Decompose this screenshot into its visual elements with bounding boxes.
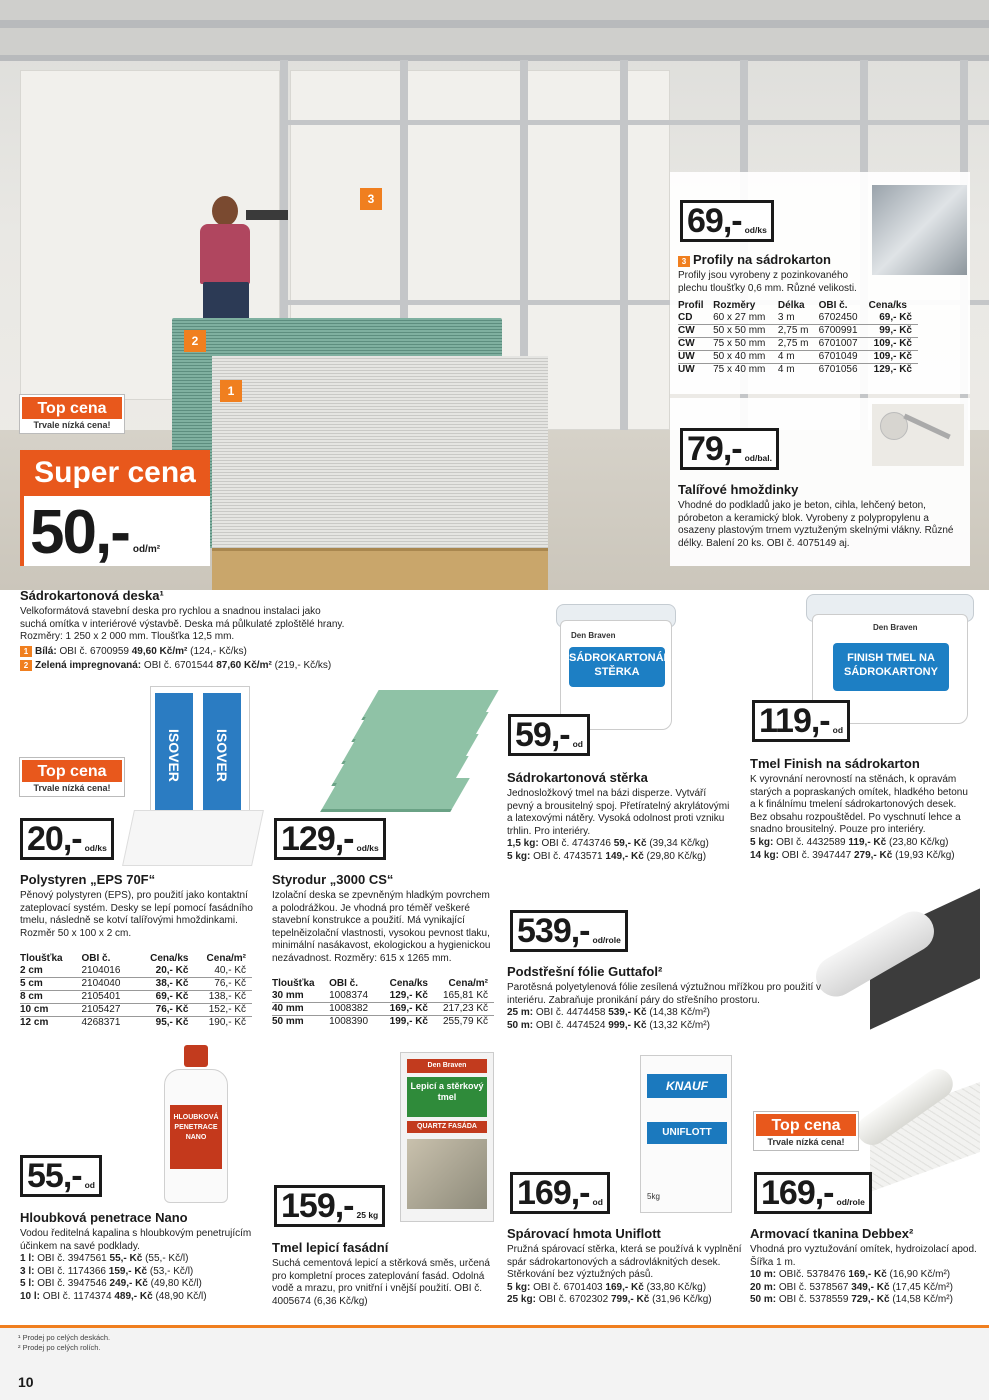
price-value: 119,- [759,702,830,740]
worker [212,196,238,226]
folie-title: Podstřešní fólie Guttafol² [507,964,663,979]
sterka-line-1: 1,5 kg: OBI č. 4743746 59,- Kč (39,34 Kč/kg) [507,838,709,850]
sterka-price [508,714,590,756]
table-row: 5 cm 2104040 38,- Kč 76,- Kč [20,978,252,991]
finish-info [750,756,975,862]
price-unit: 25 kg [356,1210,379,1220]
col-header: Cena/ks [868,300,907,311]
profily-info [678,252,878,295]
price-value: 50,- [30,498,129,567]
price-value: 159,- [281,1187,354,1225]
sterka-desc: Jednosložkový tmel na bázi disperze. Vytváří pevný a brousitelný spoj. Přetíratelný akrylátovými a latexovými nátěry. Vysoká odolnost proti vzniku trhlin. Pro interiéry. [507,788,730,837]
finish-line-1: 5 kg: OBI č. 4432589 119,- Kč (23,80 Kč/kg) [750,836,949,848]
ceiling [0,0,989,60]
col-header: Cena/ks [389,978,428,989]
uniflott-desc: Pružná spárovací stěrka, která se používá k vyplnění spár sádrokartonových a sádrovláknitých desek. Stěrkování bez výztužných pásů. [507,1244,742,1281]
col-header: Cena/m² [206,953,246,964]
penetrace-line: 10 l: OBI č. 1174374 489,- Kč (48,90 Kč/l) [20,1290,207,1302]
bucket-label: SÁDROKARTONÁŘSKÁ STĚRKA [569,647,665,687]
bucket-label: FINISH TMEL NA SÁDROKARTONY [833,643,949,691]
white-board-stack [212,356,548,556]
footnote: ¹ Prodej po celých deskách. [18,1333,111,1342]
anchor-image [872,404,964,466]
debbex-line: 20 m: OBI č. 5378567 349,- Kč (17,45 Kč/m²) [750,1281,953,1293]
uniflott-title: Spárovací hmota Uniflott [507,1226,661,1241]
uniflott-line-2: 25 kg: OBI č. 6702302 799,- Kč (31,96 Kč/kg) [507,1294,712,1306]
penetrace-bottle-image [160,1045,232,1205]
penetrace-title: Hloubková penetrace Nano [20,1210,188,1225]
price-value: 539,- [517,912,590,950]
debbex-price [754,1172,872,1214]
folie-price [510,910,628,952]
deska-info [20,588,350,673]
polystyren-table [20,953,252,1029]
bag-label: Lepicí a stěrkový tmel [407,1077,487,1117]
tag-badge: 3 [678,256,690,267]
table-row: 30 mm 1008374 129,- Kč 165,81 Kč [272,990,494,1003]
profily-price [680,200,774,242]
penetrace-line: 5 l: OBI č. 3947546 249,- Kč (49,80 Kč/l) [20,1278,202,1290]
table-row: UW 75 x 40 mm 4 m 6701056 129,- Kč [678,364,912,375]
col-header: Rozměry [713,300,756,311]
hmozdinky-info [678,482,963,550]
debbex-line: 50 m: OBI č. 5378559 729,- Kč (14,58 Kč/m²) [750,1294,953,1306]
col-header: Cena/ks [150,953,189,964]
debbex-line: 10 m: OBIč. 5378476 169,- Kč (16,90 Kč/m²) [750,1269,951,1281]
top-cena-subtitle: Trvale nízká cena! [22,782,122,795]
deska-line-1: 1 Bílá: OBI č. 6700959 49,60 Kč/m² (124,- Kč/ks) [20,646,350,659]
styrodur-title: Styrodur „3000 CS“ [272,872,394,887]
finish-line-2: 14 kg: OBI č. 3947447 279,- Kč (19,93 Kč/kg) [750,849,955,861]
price-value: 55,- [27,1157,82,1195]
pack-label: ISOVER [155,693,193,817]
fasadni-title: Tmel lepicí fasádní [272,1240,389,1255]
pack-label: ISOVER [203,693,241,817]
styrodur-desc: Izolační deska se zpevněným hladkým povrchem a polodrážkou. Je vhodná pro téměř veškeré stavební konstrukce a použití. Má vynikající tepelněizolační vlastnosti, vysokou pevnost tlaku, minimální nasákavost, ekologickou a hygienickou nezávadnost. Rozměry: 615 x 1265 mm. [272,890,491,964]
table-row: CD 60 x 27 mm 3 m 6702450 69,- Kč [678,312,918,325]
price-value: 169,- [761,1174,834,1212]
polystyren-title: Polystyren „EPS 70F“ [20,872,156,887]
foil-roll-image [800,904,980,1014]
table-row: 2 cm 2104016 20,- Kč 40,- Kč [20,965,252,978]
fasadni-bag-image [400,1052,494,1222]
debbex-roll-image [840,1062,980,1172]
penetrace-info [20,1210,260,1304]
price-unit: od [572,739,583,749]
price-unit: od/role [836,1197,865,1207]
hmozdinky-price [680,428,779,470]
uniflott-line-1: 5 kg: OBI č. 6701403 169,- Kč (33,80 Kč/kg) [507,1281,707,1293]
table-row: 10 cm 2105427 76,- Kč 152,- Kč [20,1004,252,1017]
price-unit: od [592,1197,603,1207]
finish-price [752,700,850,742]
top-cena-badge [754,1112,858,1150]
debbex-desc: Vhodná pro vyztužování omítek, hydroizolací apod. Šířka 1 m. [750,1244,977,1268]
bag-brand: KNAUF [647,1074,727,1098]
fasadni-desc: Suchá cementová lepicí a stěrková směs, určená pro kompletní proces zateplování fasád. Odolná vodě a mrazu, pro vnitřní i vnější použití. OBI č. 4005674 (6,36 Kč/kg) [272,1258,490,1307]
bucket-brand: Den Braven [571,631,616,640]
debbex-title: Armovací tkanina Debbex² [750,1226,914,1241]
isover-pack-image [150,686,250,822]
footer [0,1325,989,1400]
fasadni-info [272,1240,497,1308]
penetrace-desc: Vodou ředitelná kapalina s hloubkovým penetrujícím účinkem na savé podklady. [20,1228,252,1252]
hero-badge-1: 1 [220,380,242,402]
price-unit: od/role [592,935,621,945]
folie-desc: Parotěsná polyetylenová fólie zesílená výztužnou mřížkou pro použití v interiéru. Zabraňuje pronikání páry do střešního prostoru. [507,982,822,1006]
table-row: 50 mm 1008390 199,- Kč 255,79 Kč [272,1016,488,1027]
price-value: 69,- [687,202,742,240]
hmozdinky-desc: Vhodné do podkladů jako je beton, cihla, lehčený beton, pórobeton a keramický blok. Vyrobeny z polypropylenu a osazeny plastovým trnem vyztuženým skelnými vlákny. Různé délky. Balení 20 ks. OBI č. 4075149 aj. [678,500,954,549]
price-unit: od/ks [356,843,379,853]
top-cena-badge [20,758,124,796]
table-row: CW 75 x 50 mm 2,75 m 6701007 109,- Kč [678,338,918,351]
styrodur-info [272,872,494,966]
finish-desc: K vyrovnání nerovností na stěnách, k opravám starých a popraskaných omítek, hladkého betonu a k finálnímu tmelení sádrokartonových desek. Bez obsahu rozpouštědel. Po vyschnutí lehce a snadno brousitelný. Pouze pro interiéry. [750,774,968,836]
bag-brand: Den Braven [407,1059,487,1073]
deska-line-2: 2 Zelená impregnovaná: OBI č. 6701544 87,60 Kč/m² (219,- Kč/ks) [20,660,350,673]
footer-divider [0,1325,989,1328]
debbex-info [750,1226,982,1307]
table-row: CW 50 x 50 mm 2,75 m 6700991 99,- Kč [678,325,918,338]
col-header: OBI č. [329,978,358,989]
profily-title [678,252,878,268]
price-unit: od [832,725,844,735]
hero-badge-3: 3 [360,188,382,210]
profily-desc: Profily jsou vyrobeny z pozinkovaného plechu tloušťky 0,6 mm. Různé velikosti. [678,270,857,294]
hero-badge-2: 2 [184,330,206,352]
bucket-brand: Den Braven [873,623,918,632]
bag-sub: QUARTZ FASÁDA [407,1121,487,1133]
table-row: UW 50 x 40 mm 4 m 6701049 109,- Kč [678,351,918,364]
profily-table [678,300,918,376]
col-header: Tloušťka [20,953,63,964]
price-value: 129,- [281,820,354,858]
table-row: 40 mm 1008382 169,- Kč 217,23 Kč [272,1003,494,1016]
folie-info [507,964,827,1032]
styrodur-price [274,818,386,860]
hmozdinky-title: Talířové hmoždinky [678,482,799,497]
sterka-title: Sádrokartonová stěrka [507,770,648,785]
footnotes [18,1333,110,1353]
price-unit: od/bal. [744,453,772,463]
polystyren-price [20,818,114,860]
price-unit: od/ks [744,225,767,235]
price-unit: od/m² [132,543,161,555]
table-row: 8 cm 2105401 69,- Kč 138,- Kč [20,991,252,1004]
page-number: 10 [18,1374,34,1390]
col-header: OBI č. [818,300,848,311]
fasadni-price [274,1185,385,1227]
top-cena-subtitle: Trvale nízká cena! [756,1136,856,1149]
price-value: 20,- [27,820,82,858]
top-cena-title: Top cena [771,1117,841,1134]
polystyrene-sheets-image [122,810,264,866]
top-cena-subtitle: Trvale nízká cena! [22,419,122,432]
polystyren-desc: Pěnový polystyren (EPS), pro použití jako kontaktní zateplovací systém. Desky se lepí pomocí fasádního tmelu, následně se kotví talířovými hmoždinkami. Rozměr 50 x 100 x 2 cm. [20,890,253,939]
uniflott-price [510,1172,610,1214]
super-cena-label: Super cena [20,450,210,496]
sterka-line-2: 5 kg: OBI č. 4743571 149,- Kč (29,80 Kč/kg) [507,850,707,862]
price-value: 59,- [515,716,570,754]
price-unit: od/ks [84,843,107,853]
price-unit: od [84,1180,95,1190]
bag-weight: 5kg [647,1192,660,1201]
col-header: Cena/m² [448,978,488,989]
col-header: Délka [777,300,805,311]
top-cena-badge [20,395,124,433]
folie-line-2: 50 m: OBI č. 4474524 999,- Kč (13,32 Kč/m²) [507,1019,710,1031]
top-cena-title: Top cena [37,763,107,780]
title-text: Profily na sádrokarton [693,252,831,267]
penetrace-line: 3 l: OBI č. 1174366 159,- Kč (53,- Kč/l) [20,1265,194,1277]
folie-line-1: 25 m: OBI č. 4474458 539,- Kč (14,38 Kč/m²) [507,1007,710,1019]
bag-label: UNIFLOTT [647,1122,727,1144]
finish-title: Tmel Finish na sádrokarton [750,756,920,771]
top-cena-title: Top cena [37,400,107,417]
table-row: 12 cm 4268371 95,- Kč 190,- Kč [20,1017,246,1028]
super-cena-price [20,496,210,566]
penetrace-line: 1 l: OBI č. 3947561 55,- Kč (55,- Kč/l) [20,1253,189,1265]
price-value: 169,- [517,1174,590,1212]
styrodur-table [272,978,494,1028]
styrodur-image [320,690,500,820]
deska-desc: Velkoformátová stavební deska pro rychlou a snadnou instalaci jako suchá omítka v interiérové výstavbě. Deska má půlkulaté zploštělé hrany. Rozměry: 1 250 x 2 000 mm. Tloušťka 12,5 mm. [20,606,345,643]
metal-profiles-image [872,185,967,275]
footnote: ² Prodej po celých rolích. [18,1343,101,1352]
price-value: 79,- [687,430,742,468]
bottle-label: HLOUBKOVÁ PENETRACE NANO [170,1105,222,1169]
col-header: OBI č. [81,953,111,964]
polystyren-info [20,872,260,940]
uniflott-bag-image [640,1055,732,1213]
deska-title: Sádrokartonová deska¹ [20,588,164,603]
pallet [212,548,548,590]
sterka-info [507,770,732,864]
col-header: Tloušťka [272,978,315,989]
penetrace-price [20,1155,102,1197]
uniflott-info [507,1226,742,1307]
col-header: Profil [678,300,704,311]
